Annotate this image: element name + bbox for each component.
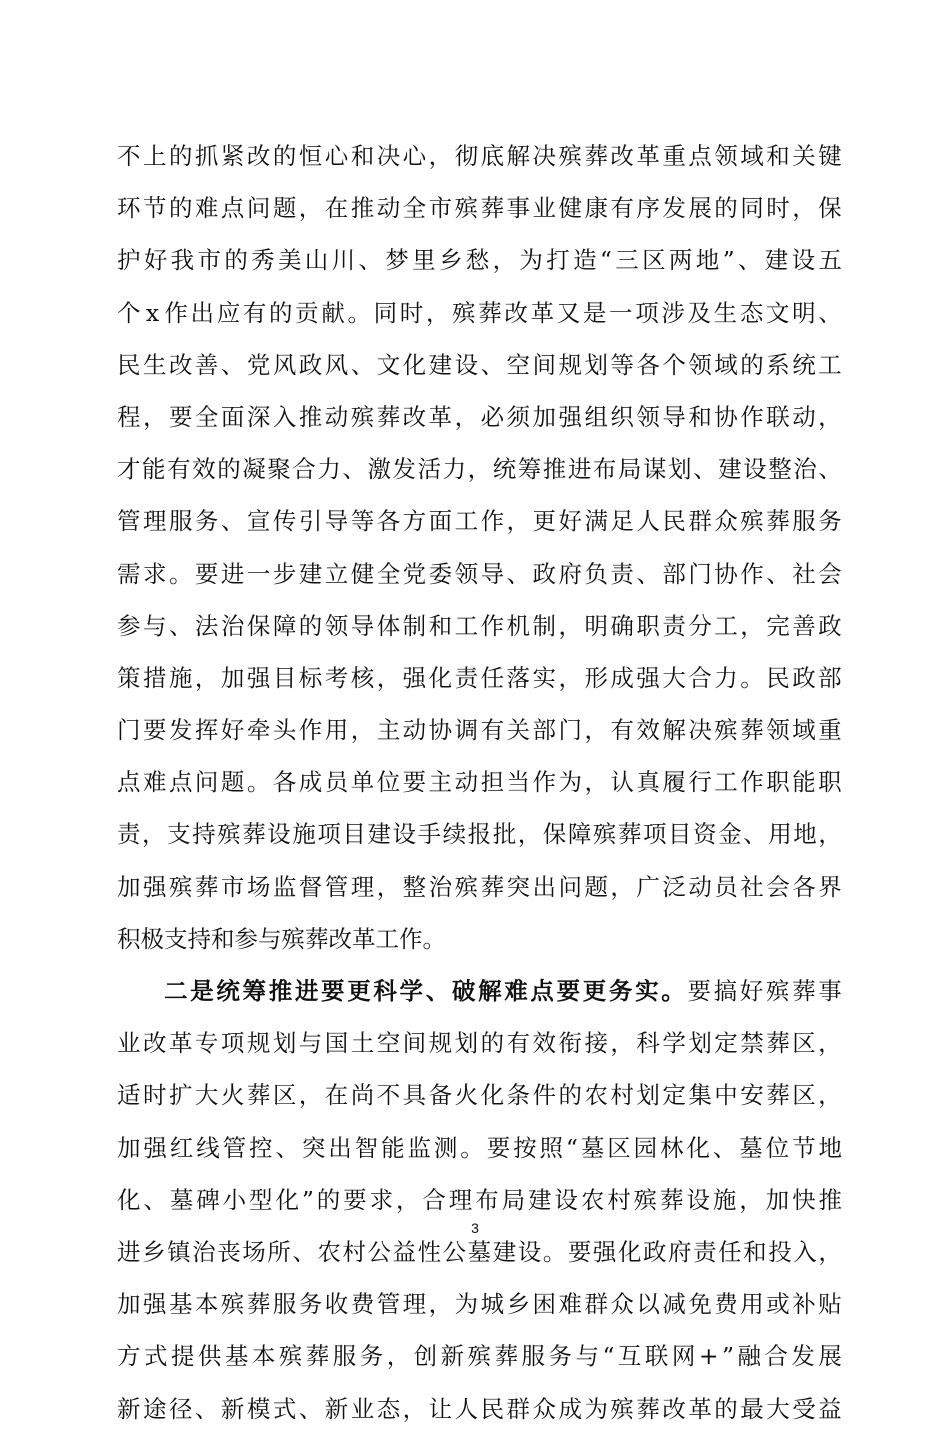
text-line: 管 理 服 务 、 宣 传 引 导 等 各 方 面 工 作 ， 更 好 满 足 人 民 群 众 殡 葬 服 务 [117,507,842,536]
paragraph-2 [117,965,842,1435]
text-line: 护 好 我 市 的 秀 美 山 川 、 梦 里 乡 愁 ， 为 打 造 “ 三 区 两 地 ” 、 建 设 五 [117,246,842,275]
text-line: 程 ， 要 全 面 深 入 推 动 殡 葬 改 革 ， 必 须 加 强 组 织 领 导 和 协 作 联 动 ， [117,402,842,431]
text-line-first [117,965,842,1017]
text-line: 点 难 点 问 题 。 各 成 员 单 位 要 主 动 担 当 作 为 ， 认 真 履 行 工 作 职 能 职 [117,768,842,797]
text-line: 加 强 殡 葬 市 场 监 督 管 理 ， 整 治 殡 葬 突 出 问 题 ， 广 泛 动 员 社 会 各 界 [117,872,842,901]
text-line: 门 要 发 挥 好 牵 头 作 用 ， 主 动 协 调 有 关 部 门 ， 有 效 解 决 殡 葬 领 域 重 [117,716,842,745]
text-line: 进 乡 镇 治 丧 场 所 、 农 村 公 益 性 公 墓 建 设 。 要 强 化 政 府 责 任 和 投 入 ， [117,1237,842,1266]
text-line: 策 措 施 ， 加 强 目 标 考 核 ， 强 化 责 任 落 实 ， 形 成 强 大 合 力 。 民 政 部 [117,663,842,692]
text-line: 适 时 扩 大 火 葬 区 ， 在 尚 不 具 备 火 化 条 件 的 农 村 划 定 集 中 安 葬 区 ， [117,1081,842,1110]
paragraph-1 [117,130,842,965]
text-line: 参 与 、 法 治 保 障 的 领 导 体 制 和 工 作 机 制 ， 明 确 职 责 分 工 ， 完 善 政 [117,611,842,640]
text-line: 方 式 提 供 基 本 殡 葬 服 务 ， 创 新 殡 葬 服 务 与 “ 互 联 网 + ” 融 合 发 展 [117,1342,842,1371]
text-line: 积极支持和参与殡葬改革工作。 [117,924,446,953]
text-line: 个 x 作 出 应 有 的 贡 献 。 同 时 ， 殡 葬 改 革 又 是 一 项 涉 及 生 态 文 明 、 [117,298,842,327]
text-line: 环 节 的 难 点 问 题 ， 在 推 动 全 市 殡 葬 事 业 健 康 有 序 发 展 的 同 时 ， 保 [117,194,842,223]
text-line: 需 求 。 要 进 一 步 建 立 健 全 党 委 领 导 、 政 府 负 责 、 部 门 协 作 、 社 会 [117,559,842,588]
text-line: 民 生 改 善 、 党 风 政 风 、 文 化 建 设 、 空 间 规 划 等 各 个 领 域 的 系 统 工 [117,350,842,379]
text-line: 责 ， 支 持 殡 葬 设 施 项 目 建 设 手 续 报 批 ， 保 障 殡 葬 项 目 资 金 、 用 地 ， [117,820,842,849]
text-line: 才 能 有 效 的 凝 聚 合 力 、 激 发 活 力 ， 统 筹 推 进 布 局 谋 划 、 建 设 整 治 、 [117,455,842,484]
page-number: 3 [471,1220,479,1236]
text-line: 加 强 基 本 殡 葬 服 务 收 费 管 理 ， 为 城 乡 困 难 群 众 以 减 免 费 用 或 补 贴 [117,1290,842,1319]
paragraph-heading-line: 二 是 统 筹 推 进 要 更 科 学 、 破 解 难 点 要 更 务 实 。 要 搞 好 殡 葬 事 [164,977,842,1005]
text-line: 新 途 径 、 新 模 式 、 新 业 态 ， 让 人 民 群 众 成 为 殡 葬 改 革 的 最 大 受 益 [117,1394,842,1423]
text-line: 不 上 的 抓 紧 改 的 恒 心 和 决 心 ， 彻 底 解 决 殡 葬 改 革 重 点 领 域 和 关 键 [117,142,842,170]
text-line: 化 、 墓 碑 小 型 化 ” 的 要 求 ， 合 理 布 局 建 设 农 村 殡 葬 设 施 ， 加 快 推 [117,1185,842,1214]
body-text [117,130,842,1435]
text-line: 加 强 红 线 管 控 、 突 出 智 能 监 测 。 要 按 照 “ 墓 区 园 林 化 、 墓 位 节 地 [117,1133,842,1162]
text-line: 业 改 革 专 项 规 划 与 国 土 空 间 规 划 的 有 效 衔 接 ， 科 学 划 定 禁 葬 区 ， [117,1029,842,1058]
